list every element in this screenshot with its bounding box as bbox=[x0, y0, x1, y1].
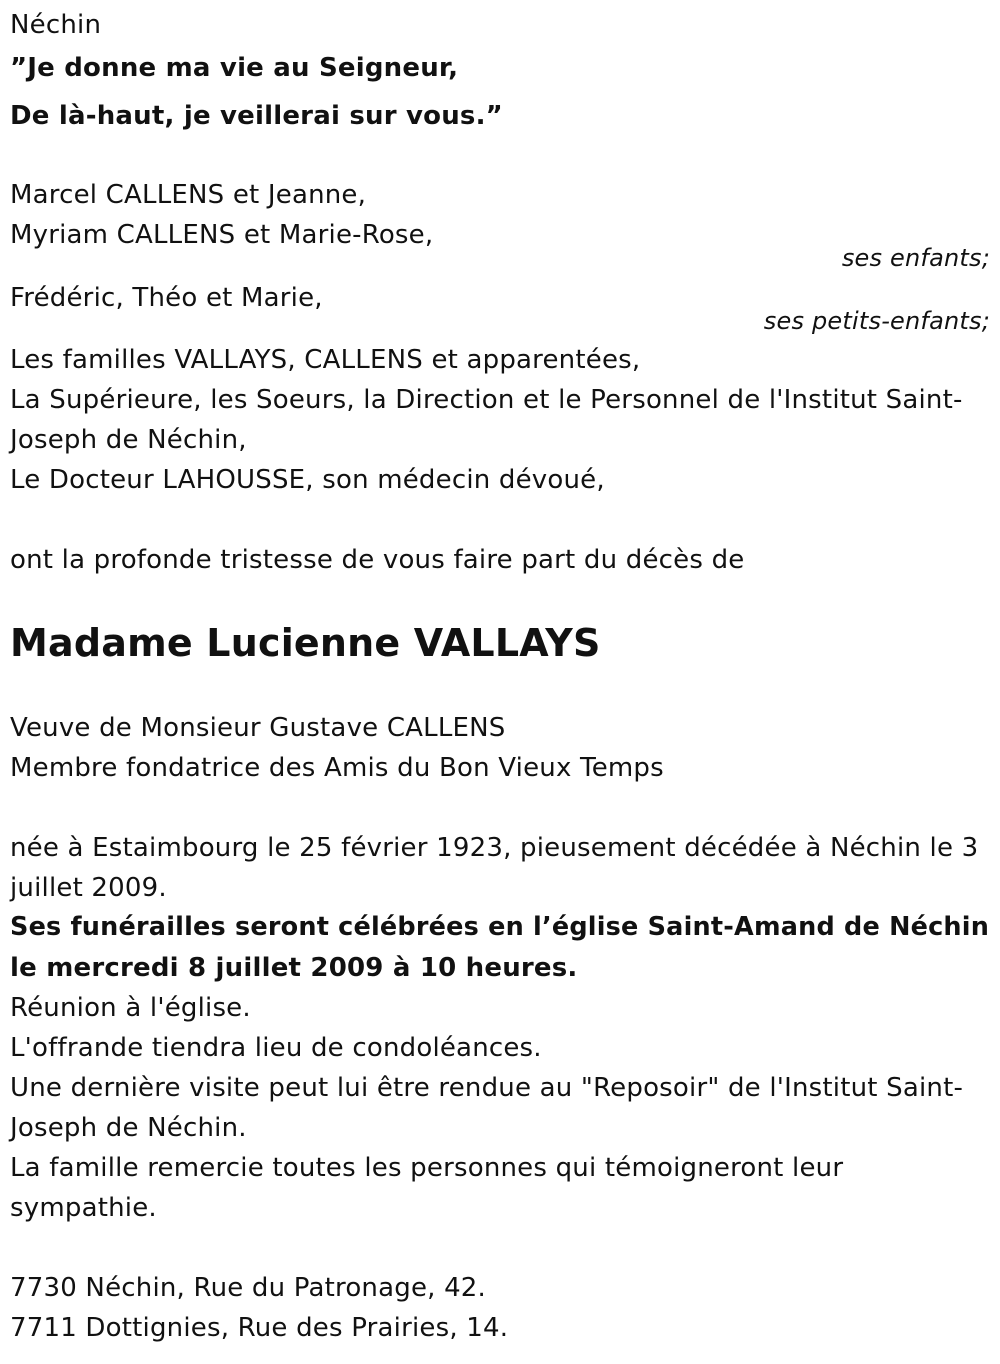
children-role: ses enfants; bbox=[841, 244, 990, 272]
deceased-name: Madame Lucienne VALLAYS bbox=[10, 621, 601, 665]
offering-line: L'offrande tiendra lieu de condoléances. bbox=[10, 1033, 542, 1063]
visit-line-2: Joseph de Néchin. bbox=[10, 1113, 247, 1143]
funeral-line-1: Ses funérailles seront célébrées en l’église Saint-Amand de Néchin bbox=[10, 912, 990, 942]
doctor-line: Le Docteur LAHOUSSE, son médecin dévoué, bbox=[10, 465, 605, 495]
families-line: Les familles VALLAYS, CALLENS et apparentées, bbox=[10, 345, 641, 375]
place-heading: Néchin bbox=[10, 10, 102, 40]
widow-line: Veuve de Monsieur Gustave CALLENS bbox=[10, 713, 506, 743]
quote-line-1: ”Je donne ma vie au Seigneur, bbox=[10, 53, 459, 83]
birth-death-line-2: juillet 2009. bbox=[10, 873, 167, 903]
intro-line: ont la profonde tristesse de vous faire part du décès de bbox=[10, 545, 745, 575]
address-line-1: 7730 Néchin, Rue du Patronage, 42. bbox=[10, 1273, 487, 1303]
quote-line-2: De là-haut, je veillerai sur vous.” bbox=[10, 101, 503, 131]
institute-line-1: La Supérieure, les Soeurs, la Direction et le Personnel de l'Institut Saint- bbox=[10, 385, 963, 415]
meeting-line: Réunion à l'église. bbox=[10, 993, 251, 1023]
thanks-line-2: sympathie. bbox=[10, 1193, 157, 1223]
institute-line-2: Joseph de Néchin, bbox=[10, 425, 247, 455]
member-line: Membre fondatrice des Amis du Bon Vieux Temps bbox=[10, 753, 664, 783]
birth-death-line-1: née à Estaimbourg le 25 février 1923, pieusement décédée à Néchin le 3 bbox=[10, 833, 979, 863]
thanks-line-1: La famille remercie toutes les personnes qui témoigneront leur bbox=[10, 1153, 844, 1183]
children-line-1: Marcel CALLENS et Jeanne, bbox=[10, 180, 367, 210]
children-line-2: Myriam CALLENS et Marie-Rose, bbox=[10, 220, 434, 250]
grandchildren-line: Frédéric, Théo et Marie, bbox=[10, 283, 323, 313]
funeral-line-2: le mercredi 8 juillet 2009 à 10 heures. bbox=[10, 953, 578, 983]
visit-line-1: Une dernière visite peut lui être rendue au "Reposoir" de l'Institut Saint- bbox=[10, 1073, 964, 1103]
address-line-2: 7711 Dottignies, Rue des Prairies, 14. bbox=[10, 1313, 509, 1343]
grandchildren-role: ses petits-enfants; bbox=[763, 307, 990, 335]
